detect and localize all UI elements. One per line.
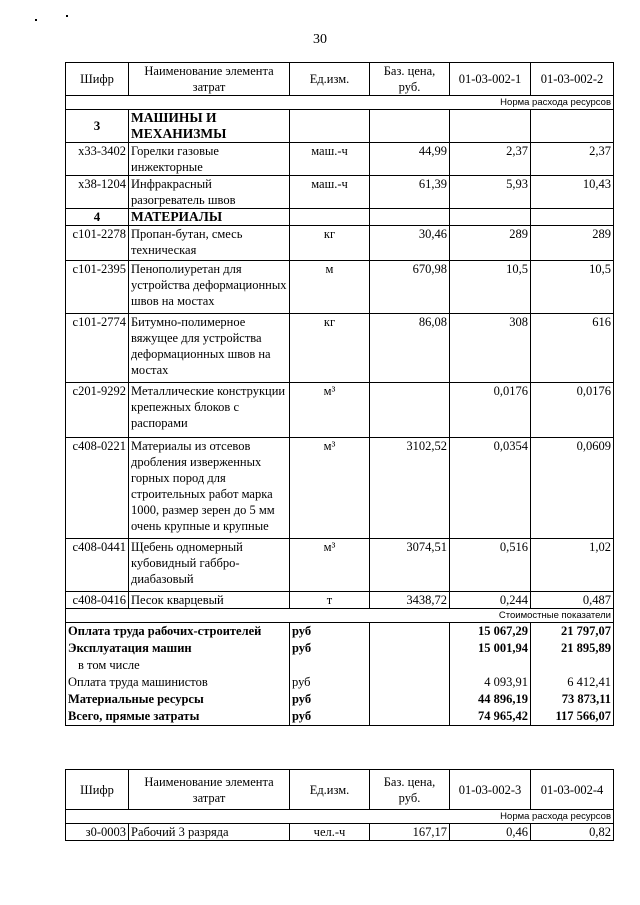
machines-list [66,143,614,209]
page-number: 30 [313,32,327,47]
norm-band-row [66,810,614,824]
row-code: с408-0221 [66,438,129,539]
row-value-1: 0,46 [450,824,531,841]
table-header-row [66,770,614,810]
summary-empty [370,623,450,641]
table-row [66,226,614,261]
summary-value-1: 44 896,19 [450,691,531,708]
row-unit: кг [290,226,370,261]
row-value-2: 0,0176 [531,383,614,438]
row-code: х33-3402 [66,143,129,176]
summary-value-2 [531,657,614,674]
cost-band-row [66,609,614,623]
summary-label: Оплата труда рабочих-строителей [66,623,290,641]
row-name: Рабочий 3 разряда [129,824,290,841]
summary-value-2: 6 412,41 [531,674,614,691]
summary-unit [290,657,370,674]
row-unit: чел.-ч [290,824,370,841]
table-row [66,176,614,209]
row-unit: маш.-ч [290,176,370,209]
row-code: х38-1204 [66,176,129,209]
row-value-1: 10,5 [450,261,531,314]
row-name: Битумно-полимерное вяжущее для устройства деформационных швов на мостах [129,314,290,383]
table-row [66,383,614,438]
row-price: 61,39 [370,176,450,209]
summary-label: Материальные ресурсы [66,691,290,708]
row-price: 167,17 [370,824,450,841]
row-code: с101-2278 [66,226,129,261]
resource-table-1 [65,62,614,726]
header-col1: 01-03-002-3 [450,770,531,810]
table-row [66,438,614,539]
row-value-2: 10,5 [531,261,614,314]
row-name: Песок кварцевый [129,592,290,609]
header-unit: Ед.изм. [290,770,370,810]
row-price [370,383,450,438]
row-name: Инфракрасный разогреватель швов [129,176,290,209]
header-price: Баз. цена, руб. [370,770,450,810]
summary-unit: руб [290,691,370,708]
row-code: з0-0003 [66,824,129,841]
norm-band-row [66,96,614,110]
summary-value-2: 21 797,07 [531,623,614,641]
section-number: 3 [66,110,129,143]
row-unit: м³ [290,438,370,539]
row-value-2: 10,43 [531,176,614,209]
row-name: Горелки газовые инжекторные [129,143,290,176]
row-unit: кг [290,314,370,383]
summary-unit: руб [290,640,370,657]
row-name: Материалы из отсевов дробления изверженных горных пород для строительных работ марка 1000, размер зерен до 5 мм очень крупные и крупные [129,438,290,539]
header-name: Наименование элемента затрат [129,770,290,810]
row-value-1: 0,244 [450,592,531,609]
resource-table-2 [65,769,614,841]
summary-label: Эксплуатация машин [66,640,290,657]
summary-row [66,674,614,691]
row-price: 86,08 [370,314,450,383]
row-value-1: 0,0354 [450,438,531,539]
row-code: с408-0441 [66,539,129,592]
summary-empty [370,674,450,691]
row-value-2: 1,02 [531,539,614,592]
scan-speck [35,19,37,21]
summary-label: Всего, прямые затраты [66,708,290,726]
header-code: Шифр [66,63,129,96]
scan-speck [66,15,68,17]
row-value-1: 308 [450,314,531,383]
row-unit: м³ [290,383,370,438]
summary-row [66,691,614,708]
section-row [66,110,614,143]
summary-label: в том числе [66,657,290,674]
row-value-2: 0,487 [531,592,614,609]
summary-empty [370,691,450,708]
table-row [66,539,614,592]
section-number: 4 [66,209,129,226]
norm-band: Норма расхода ресурсов [66,96,614,110]
row-name: Пропан-бутан, смесь техническая [129,226,290,261]
table-row [66,314,614,383]
row-unit: м³ [290,539,370,592]
summary-row [66,623,614,641]
summary-unit: руб [290,674,370,691]
row-value-1: 0,516 [450,539,531,592]
row-price: 3438,72 [370,592,450,609]
table-row [66,824,614,841]
summary-label: Оплата труда машинистов [66,674,290,691]
row-code: с201-9292 [66,383,129,438]
summary-value-2: 21 895,89 [531,640,614,657]
summary-value-1 [450,657,531,674]
section-title: МАШИНЫ И МЕХАНИЗМЫ [129,110,290,143]
table-row [66,143,614,176]
table-row [66,261,614,314]
row-name: Пенополиуретан для устройства деформационных швов на мостах [129,261,290,314]
summary-value-1: 15 001,94 [450,640,531,657]
norm-band: Норма расхода ресурсов [66,810,614,824]
row-price: 3102,52 [370,438,450,539]
labor-list [66,824,614,841]
row-code: с101-2774 [66,314,129,383]
row-value-2: 0,0609 [531,438,614,539]
header-col1: 01-03-002-1 [450,63,531,96]
row-unit: маш.-ч [290,143,370,176]
row-price: 670,98 [370,261,450,314]
summary-unit: руб [290,708,370,726]
row-value-1: 5,93 [450,176,531,209]
row-name: Металлические конструкции крепежных блоков с распорами [129,383,290,438]
summary-unit: руб [290,623,370,641]
table-header-row [66,63,614,96]
row-value-2: 616 [531,314,614,383]
section-row [66,209,614,226]
header-unit: Ед.изм. [290,63,370,96]
summary-value-1: 15 067,29 [450,623,531,641]
row-price: 44,99 [370,143,450,176]
table-row [66,592,614,609]
header-code: Шифр [66,770,129,810]
section-title: МАТЕРИАЛЫ [129,209,290,226]
row-unit: м [290,261,370,314]
summary-value-2: 73 873,11 [531,691,614,708]
summary-list [66,623,614,726]
header-col2: 01-03-002-4 [531,770,614,810]
summary-row [66,657,614,674]
header-name: Наименование элемента затрат [129,63,290,96]
row-price: 30,46 [370,226,450,261]
row-unit: т [290,592,370,609]
row-value-2: 289 [531,226,614,261]
row-code: с101-2395 [66,261,129,314]
header-col2: 01-03-002-2 [531,63,614,96]
row-value-1: 289 [450,226,531,261]
row-value-2: 2,37 [531,143,614,176]
row-price: 3074,51 [370,539,450,592]
summary-row [66,708,614,726]
summary-empty [370,657,450,674]
row-name: Щебень одномерный кубовидный габбро-диабазовый [129,539,290,592]
summary-empty [370,708,450,726]
summary-empty [370,640,450,657]
cost-band: Стоимостные показатели [66,609,614,623]
header-price: Баз. цена, руб. [370,63,450,96]
summary-value-1: 4 093,91 [450,674,531,691]
materials-list [66,226,614,609]
row-value-1: 2,37 [450,143,531,176]
summary-value-1: 74 965,42 [450,708,531,726]
row-value-1: 0,0176 [450,383,531,438]
summary-value-2: 117 566,07 [531,708,614,726]
row-value-2: 0,82 [531,824,614,841]
row-code: с408-0416 [66,592,129,609]
summary-row [66,640,614,657]
